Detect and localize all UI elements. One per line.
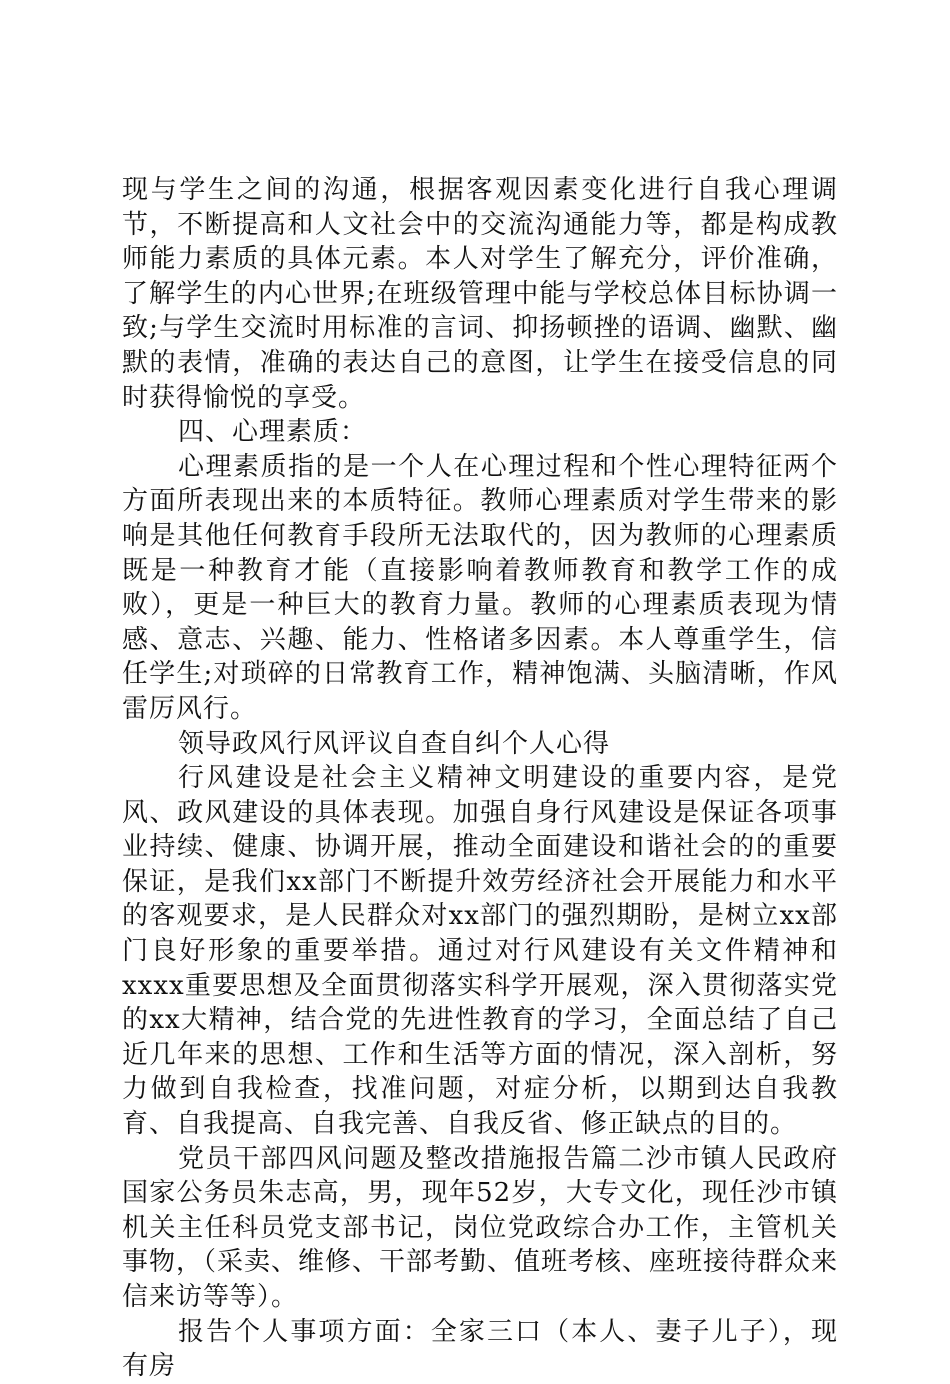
paragraph-report-intro: 党员干部四风问题及整改措施报告篇二沙市镇人民政府国家公务员朱志高，男，现年52岁，大专文化，现任沙市镇机关主任科员党支部书记，岗位党政综合办工作，主管机关事物，（采卖、维修、干部考勤、值班考核、座班接待群众来信来访等等）。: [122, 1143, 839, 1312]
paragraph-personal-matters: 报告个人事项方面：全家三口（本人、妻子儿子），现有房: [122, 1316, 838, 1382]
document-body: [122, 173, 838, 1384]
paragraph-work-style: 行风建设是社会主义精神文明建设的重要内容，是党风、政风建设的具体表现。加强自身行风建设是保证各项事业持续、健康、协调开展，推动全面建设和谐社会的的重要保证，是我们xx部门不断提升效劳经济社会开展能力和水平的客观要求，是人民群众对xx部门的强烈期盼，是树立xx部门良好形象的重要举措。通过对行风建设有关文件精神和xxxx重要思想及全面贯彻落实科学开展观，深入贯彻落实党的xx大精神，结合党的先进性教育的学习，全面总结了自己近几年来的思想、工作和生活等方面的情况，深入剖析，努力做到自我检查，找准问题，对症分析，以期到达自我教育、自我提高、自我完善、自我反省、修正缺点的目的。: [122, 763, 838, 1140]
paragraph-communication: 现与学生之间的沟通，根据客观因素变化进行自我心理调节，不断提高和人文社会中的交流沟通能力等，都是构成教师能力素质的具体元素。本人对学生了解充分，评价准确，了解学生的内心世界;在班级管理中能与学校总体目标协调一致;与学生交流时用标准的言词、抑扬顿挫的语调、幽默、幽默的表情，准确的表达自己的意图，让学生在接受信息的同时获得愉悦的享受。: [122, 175, 838, 413]
article-title-self-inspection: 领导政风行风评议自查自纠个人心得: [178, 728, 611, 759]
paragraph-psychological-quality: 心理素质指的是一个人在心理过程和个性心理特征两个方面所表现出来的本质特征。教师心理素质对学生带来的影响是其他任何教育手段所无法取代的，因为教师的心理素质既是一种教育才能（直接影响着教师教育和教学工作的成败），更是一种巨大的教育力量。教师的心理素质表现为情感、意志、兴趣、能力、性格诸多因素。本人尊重学生，信任学生;对琐碎的日常教育工作，精神饱满、头脑清晰，作风雷厉风行。: [122, 451, 838, 724]
section-heading-psychological-quality: 四、心理素质：: [178, 417, 368, 448]
